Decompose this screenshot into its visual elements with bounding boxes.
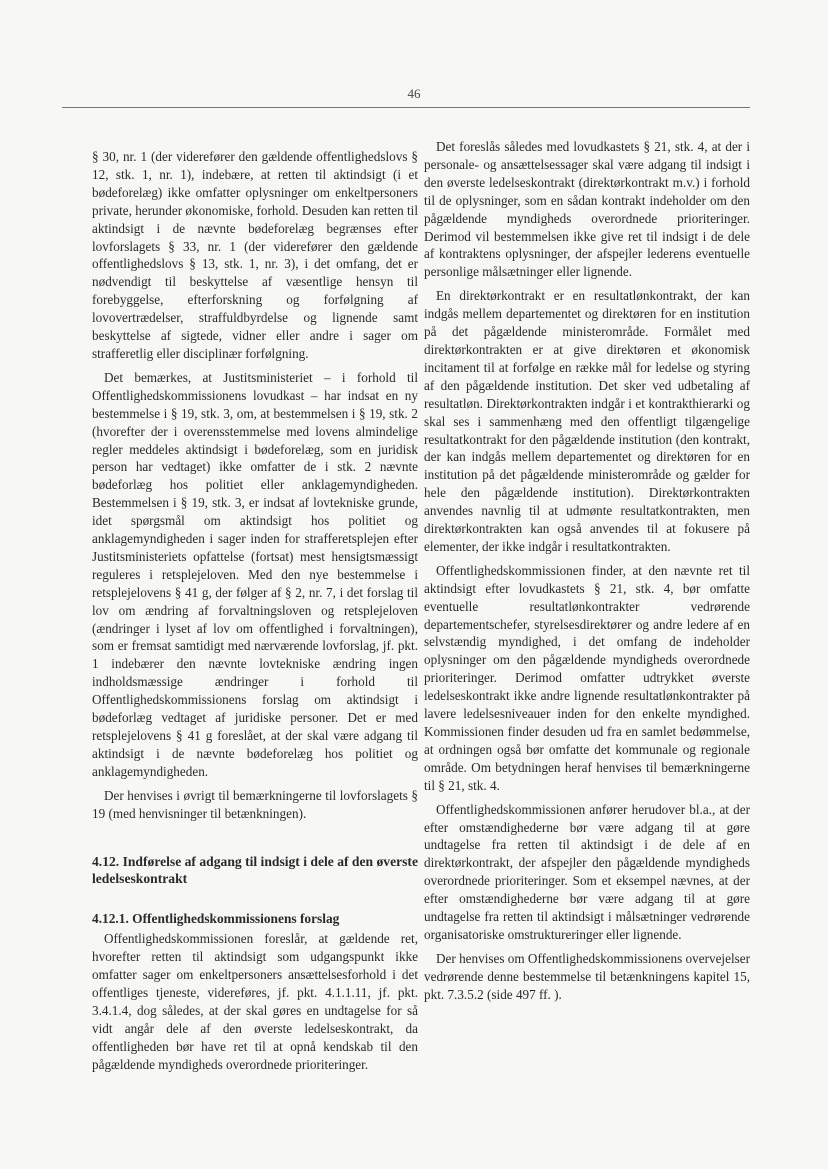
right-paragraph-2: En direktørkontrakt er en resultatlønkontrakt, der kan indgås mellem departementet og direktøren for en institution på det pågældende ministerområde. Formålet med direktørkontrakten er at give direktøren et økonomisk incitament til at forfølge en række mål for ledelse og styring af den pågældende institution. Det sker ved udbetaling af resultatløn. Direktørkontrakten indgår i et kontrakthierarki og skal ses i sammenhæng med den offentligt tilgængelige resultatkontrakt for den pågældende institution (den kontrakt, der kan indgås mellem departementet og direktøren for en institution på det pågældende ministerområde og gælder for hele den pågældende institution). Direktørkontrakten anvendes navnlig til at udmønte resultatkontrakten, men direktørkontrakten kan også anvendes til at fokusere på elementer, der ikke indgår i resultatkontrakten. <box>424 288 750 554</box>
left-paragraph-3: Der henvises i øvrigt til bemærkningerne til lovforslagets § 19 (med henvisninger til betænkningen). <box>92 787 418 821</box>
subsection-heading-4-12-1: 4.12.1. Offentlighedskommissionens forslag <box>92 911 340 927</box>
right-column <box>424 138 750 1010</box>
left-paragraph-4: Offentlighedskommissionen foreslår, at gældende ret, hvorefter retten til aktindsigt som udgangspunkt ikke omfatter sager om enkeltpersoners ansættelsesforhold i det offentliges tjeneste, videreføres, jf. pkt. 4.1.1.11, jf. pkt. 3.4.1.4, dog således, at der skal gøres en undtagelse for så vidt angår dele af den øverste ledelseskontrakt, da offentligheden bør have ret til at opnå kendskab til den pågældende myndigheds overordnede prioriteringer. <box>92 931 418 1072</box>
right-paragraph-4: Offentlighedskommissionen anfører herudover bl.a., at der efter omstændighederne bør være adgang til at gøre undtagelse fra retten til aktindsigt i de dele af en direktørkontrakt, der afspejler den pågældende myndigheds overordnede prioriteringer. Som et eksempel nævnes, at der efter omstændighederne bør være adgang til at gøre undtagelse fra retten til aktindsigt i målsætninger vedrørende organisatoriske omstruktureringer eller lignende. <box>424 801 750 942</box>
section-heading-4-12: 4.12. Indførelse af adgang til indsigt i dele af den øverste ledelseskontrakt <box>92 853 418 887</box>
header-rule <box>62 107 750 108</box>
right-paragraph-3: Offentlighedskommissionen finder, at den nævnte ret til aktindsigt efter lovudkastets § 21, stk. 4, bør omfatte eventuelle resultatlønkontrakter vedrørende departementschefer, styrelsesdirektører og andre ledere af en selvstændig myndighed, i det omfang de indeholder oplysninger om den pågældende myndigheds overordnede prioriteringer. Derimod omfatter udtrykket øverste ledelseskontrakt ikke andre lignende resultatlønkontrakter på lavere ledelsesniveauer inden for den enkelte myndighed. Kommissionen finder desuden ud fra en samlet bedømmelse, at ordningen også bør omfatte det kommunale og regionale område. Om betydningen heraf henvises til bemærkningerne til § 21, stk. 4. <box>424 562 750 793</box>
left-column <box>92 148 418 1080</box>
page-number: 46 <box>407 86 421 101</box>
left-paragraph-1: § 30, nr. 1 (der viderefører den gældende offentlighedslovs § 12, stk. 1, nr. 1), indebære, at retten til aktindsigt (i et bødeforelæg) ikke omfatter oplysninger om enkeltpersoners private, herunder økonomiske, forhold. Desuden kan retten til aktindsigt i de nævnte bødeforelæg begrænses efter lovforslagets § 33, nr. 1 (der viderefører den gældende offentlighedslovs § 13, stk. 1, nr. 3), i det omfang, det er nødvendigt til beskyttelse af væsentlige hensyn til forebyggelse, efterforskning og forfølgning af lovovertrædelser, straffuldbyrdelse og lignende samt beskyttelse af sigtede, vidner eller andre i sager om strafferetlig eller disciplinær forfølgning. <box>92 149 418 361</box>
right-paragraph-1: Det foreslås således med lovudkastets § 21, stk. 4, at der i personale- og ansættelsessager skal være adgang til indsigt i den øverste ledelseskontrakt (direktørkontrakt m.v.) i forhold til de oplysninger, som en sådan kontrakt indeholder om den pågældende myndigheds overordnede prioriteringer. Derimod vil bestemmelsen ikke give ret til indsigt i de dele af kontraktens oplysninger, der afspejler lederens eventuelle personlige målsætninger eller lignende. <box>424 139 750 280</box>
right-paragraph-5: Der henvises om Offentlighedskommissionens overvejelser vedrørende denne bestemmelse til betænkningens kapitel 15, pkt. 7.3.5.2 (side 497 ff. ). <box>424 950 750 1002</box>
left-paragraph-2: Det bemærkes, at Justitsministeriet – i forhold til Offentlighedskommissionens lovudkast – har indsat en ny bestemmelse i § 19, stk. 3, om, at bestemmelsen i § 19, stk. 2 (hvorefter der i overensstemmelse med lovens almindelige regler meddeles aktindsigt i bødeforelæg, som en juridisk person har vedtaget) ikke omfatter de i stk. 2 nævnte bødeforlæg hos politiet eller anklagemyndigheden. Bestemmelsen i § 19, stk. 3, er indsat af lovtekniske grunde, idet spørgsmål om aktindsigt hos politiet og anklagemyndigheden i sager inden for strafferetsplejen efter Justitsministeriets opfattelse (fortsat) mest hensigtsmæssigt reguleres i retsplejeloven. Med den nye bestemmelse i retsplejelovens § 41 g, der følger af § 2, nr. 7, i det forslag til lov om ændring af forvaltningsloven og retsplejeloven (ændringer i lyset af lov om offentlighed i forvaltningen), som er fremsat samtidigt med nærværende lovforslag, jf. pkt. 1 indebærer den nævnte lovtekniske ændring ingen indholdsmæssige ændringer i forhold til Offentlighedskommissionens forslag om aktindsigt i bødeforlæg vedtaget af juridiske personer. Det er med retsplejelovens § 41 g foreslået, at der skal være adgang til aktindsigt i de nævnte bødeforelæg hos politiet og anklagemyndigheden. <box>92 369 418 779</box>
